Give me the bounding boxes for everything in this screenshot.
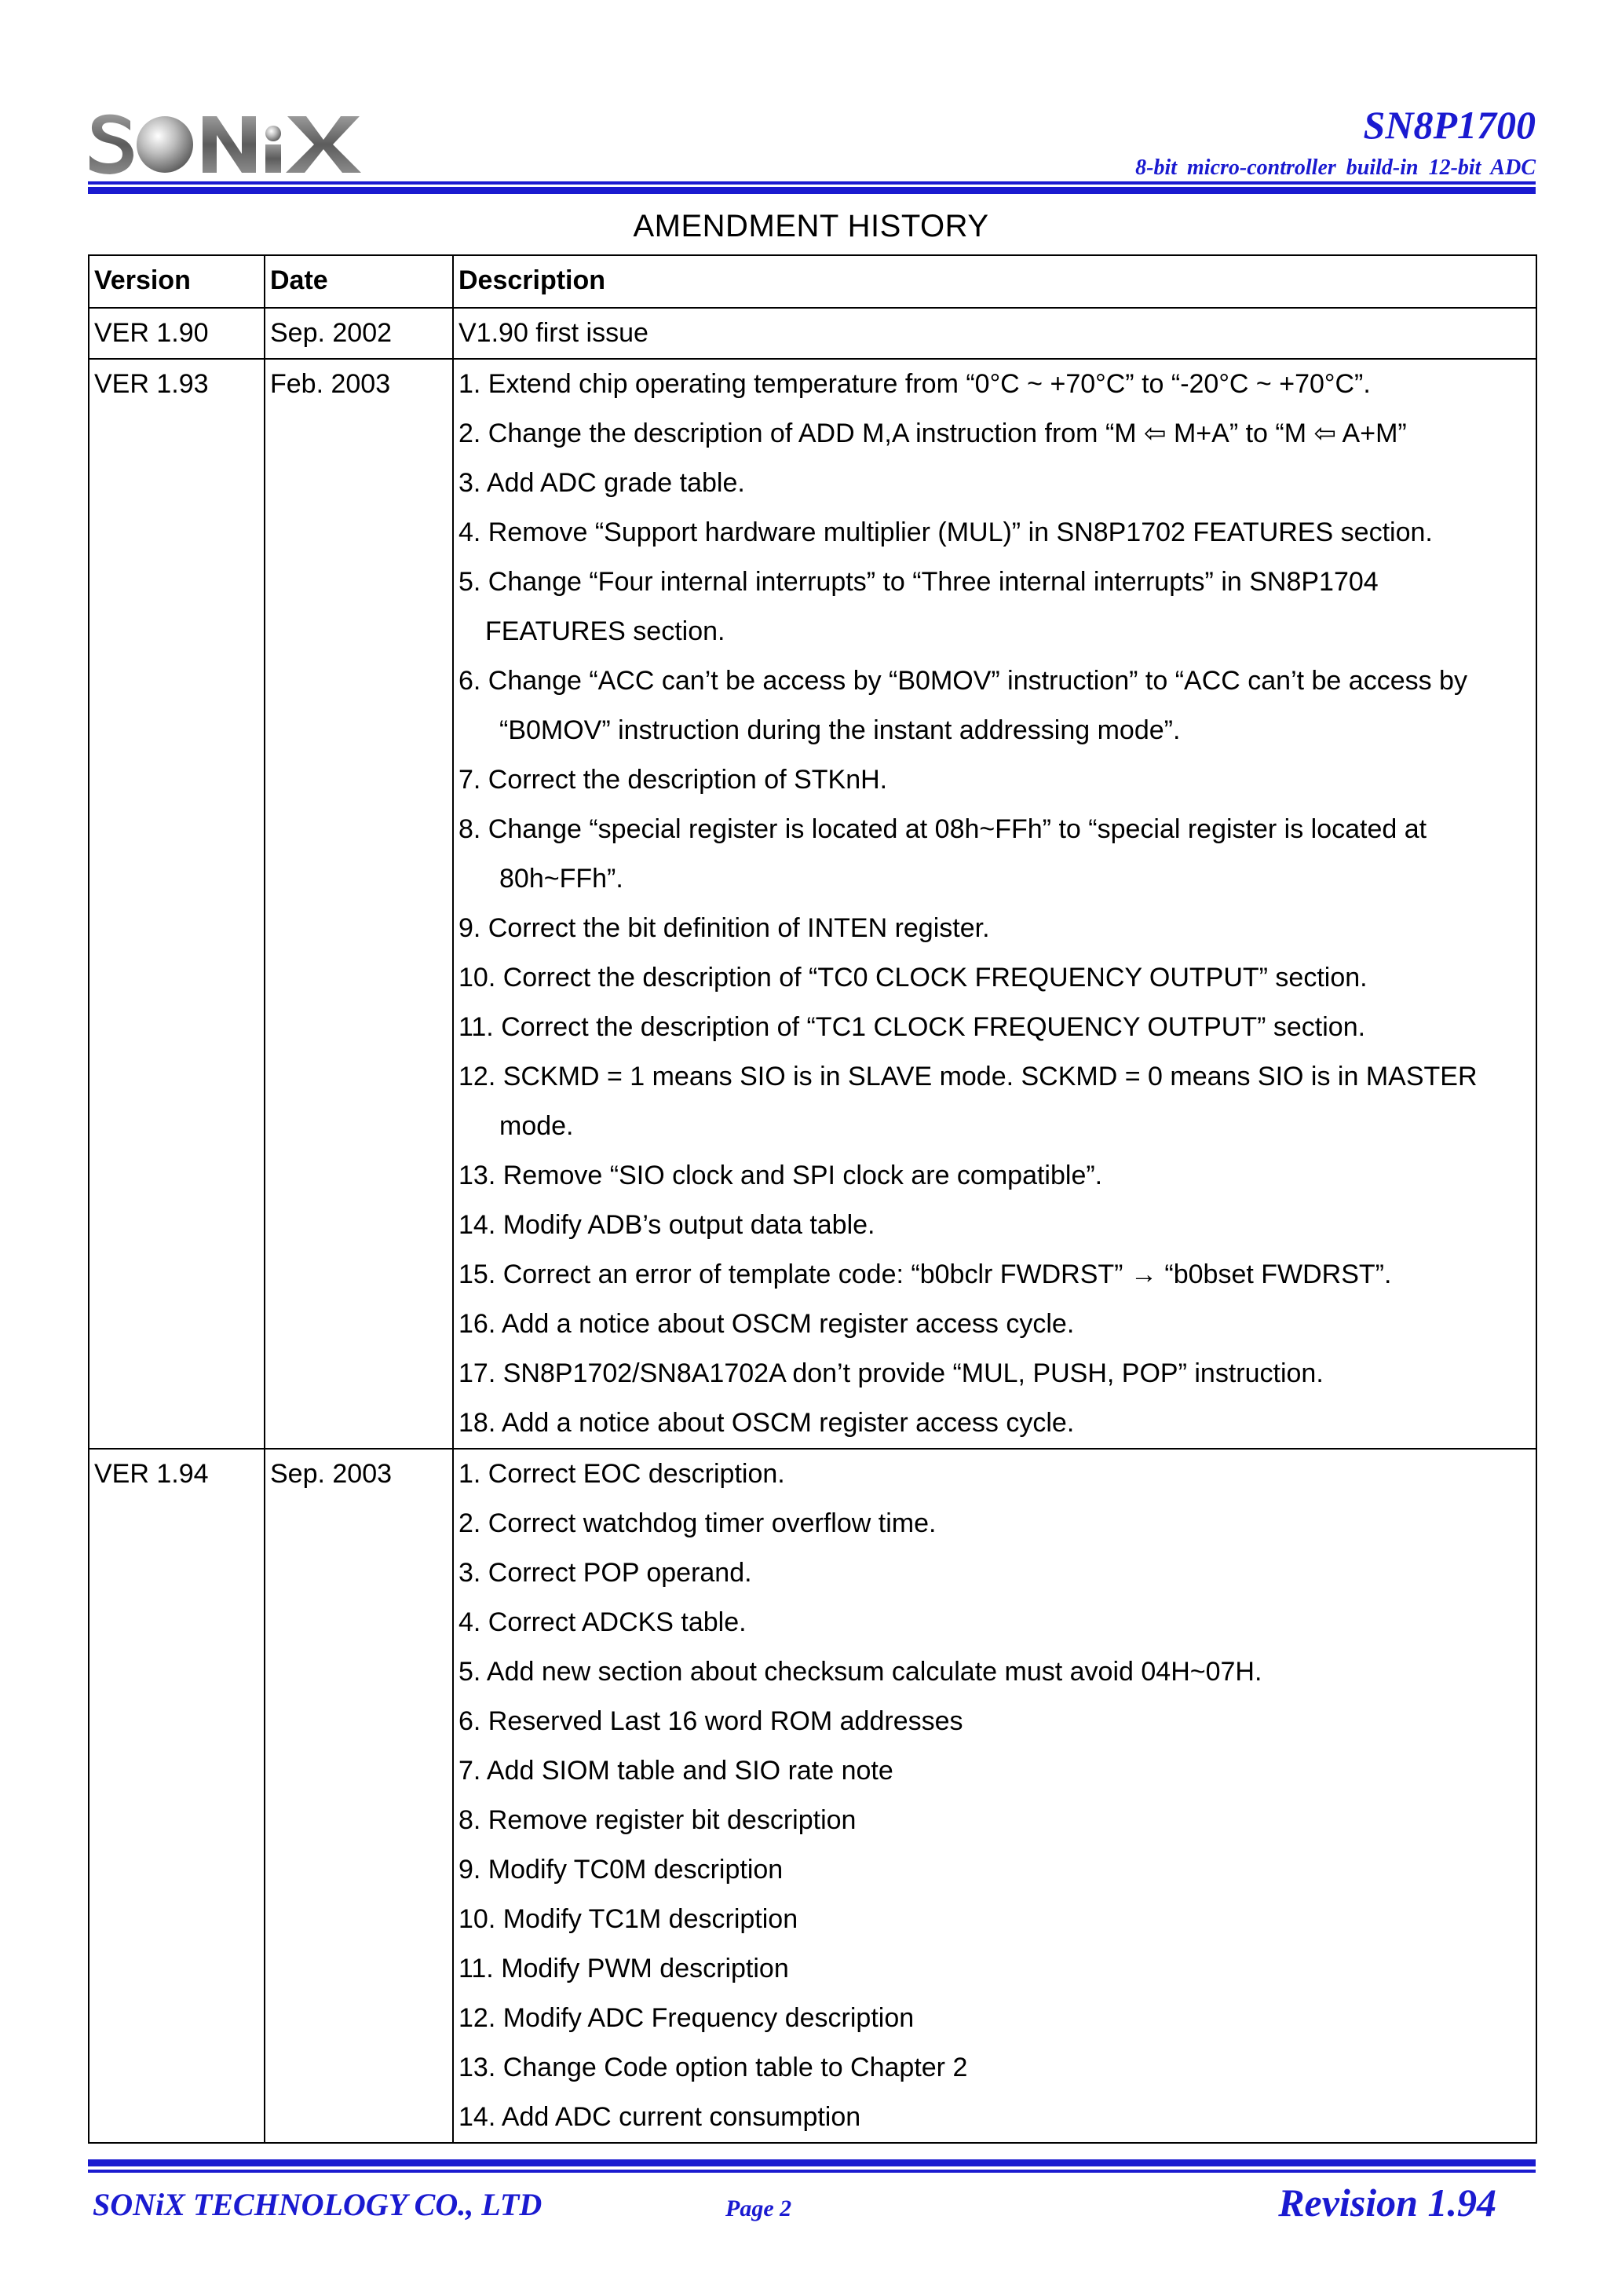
date-cell: Feb. 2003 [265, 359, 453, 1449]
description-text: 3. Add ADC grade table. [458, 468, 745, 498]
description-item [458, 805, 1536, 904]
description-text: 12. SCKMD = 1 means SIO is in SLAVE mode. SCKMD = 0 means SIO is in MASTER [458, 1062, 1478, 1091]
description-item [458, 360, 1536, 409]
description-item [458, 508, 1536, 558]
description-item [458, 1944, 1536, 1994]
header-rule-thick [88, 187, 1536, 194]
description-item [458, 1647, 1536, 1697]
description-item [458, 1003, 1536, 1052]
description-cell [453, 359, 1536, 1449]
description-text: 5. Add new section about checksum calculate must avoid 04H~07H. [458, 1657, 1262, 1687]
description-item [458, 953, 1536, 1003]
description-item [458, 1994, 1536, 2043]
table-row [89, 359, 1536, 1449]
description-text: 9. Modify TC0M description [458, 1855, 784, 1885]
description-list [458, 309, 1536, 358]
description-text: 13. Change Code option table to Chapter 2 [458, 2053, 968, 2082]
footer-page-number: Page 2 [725, 2195, 792, 2221]
description-text: 8. Change “special register is located at 08h~FFh” to “special register is located at [458, 814, 1427, 844]
date-cell: Sep. 2003 [265, 1449, 453, 2143]
description-item [458, 558, 1536, 656]
description-text: 11. Correct the description of “TC1 CLOCK FREQUENCY OUTPUT” section. [458, 1012, 1366, 1042]
description-text: 1. Extend chip operating temperature from “0°C ~ +70°C” to “-20°C ~ +70°C”. [458, 369, 1371, 399]
description-item [458, 755, 1536, 805]
description-item [458, 2043, 1536, 2093]
header-rule-thin [88, 181, 1536, 185]
column-header-date: Date [265, 255, 453, 308]
description-item [458, 1300, 1536, 1349]
description-text: 2. Change the description of ADD M,A instruction from “M ⇦ M+A” to “M ⇦ A+M” [458, 419, 1407, 448]
description-item [458, 1398, 1536, 1448]
description-text: 4. Correct ADCKS table. [458, 1607, 747, 1637]
sonix-logo [88, 110, 371, 176]
description-text: 2. Correct watchdog timer overflow time. [458, 1508, 937, 1538]
description-item [458, 1450, 1536, 1499]
description-item [458, 1697, 1536, 1746]
description-text: 6. Reserved Last 16 word ROM addresses [458, 1706, 963, 1736]
description-text: 4. Remove “Support hardware multiplier (MUL)” in SN8P1702 FEATURES section. [458, 517, 1433, 547]
description-list [458, 360, 1536, 1448]
amendment-history-table [88, 254, 1537, 2144]
description-item [458, 1895, 1536, 1944]
table-row [89, 1449, 1536, 2143]
description-continuation: “B0MOV” instruction during the instant addressing mode”. [499, 715, 1181, 745]
description-text: 17. SN8P1702/SN8A1702A don’t provide “MUL, PUSH, POP” instruction. [458, 1358, 1324, 1388]
description-item [458, 656, 1536, 755]
description-continuation: 80h~FFh”. [499, 864, 623, 894]
description-item [458, 904, 1536, 953]
description-item [458, 2093, 1536, 2142]
description-text: 15. Correct an error of template code: “b0bclr FWDRST” → “b0bset FWDRST”. [458, 1260, 1392, 1289]
description-item [458, 409, 1536, 459]
description-item [458, 1548, 1536, 1598]
description-item [458, 1349, 1536, 1398]
description-text: 8. Remove register bit description [458, 1805, 857, 1835]
description-text: 5. Change “Four internal interrupts” to “Three internal interrupts” in SN8P1704 [458, 567, 1379, 597]
version-cell: VER 1.93 [89, 359, 265, 1449]
description-text: 16. Add a notice about OSCM register access cycle. [458, 1309, 1075, 1339]
description-text: 18. Add a notice about OSCM register access cycle. [458, 1408, 1075, 1438]
description-continuation: mode. [499, 1111, 574, 1141]
description-text: V1.90 first issue [458, 318, 648, 348]
column-header-description: Description [453, 255, 1536, 308]
description-text: 7. Add SIOM table and SIO rate note [458, 1756, 893, 1786]
description-text: 10. Correct the description of “TC0 CLOCK FREQUENCY OUTPUT” section. [458, 963, 1368, 993]
description-item [458, 1499, 1536, 1548]
description-item [458, 1746, 1536, 1796]
description-text: 12. Modify ADC Frequency description [458, 2003, 915, 2033]
description-text: 1. Correct EOC description. [458, 1459, 785, 1489]
description-item [458, 1201, 1536, 1250]
page-title: AMENDMENT HISTORY [633, 209, 989, 243]
description-item [458, 1598, 1536, 1647]
footer-rule-thin [88, 2170, 1536, 2173]
part-number: SN8P1700 [1363, 103, 1536, 147]
description-cell [453, 1449, 1536, 2143]
description-text: 3. Correct POP operand. [458, 1558, 752, 1588]
description-text: 11. Modify PWM description [458, 1954, 789, 1983]
date-cell: Sep. 2002 [265, 308, 453, 359]
header-subtitle: 8-bit micro-controller build-in 12-bit ADC [1135, 155, 1536, 180]
footer-revision: Revision 1.94 [1278, 2181, 1496, 2225]
description-text: 7. Correct the description of STKnH. [458, 765, 888, 795]
description-text: 13. Remove “SIO clock and SPI clock are compatible”. [458, 1161, 1103, 1190]
table-row [89, 308, 1536, 359]
version-cell: VER 1.94 [89, 1449, 265, 2143]
description-list [458, 1450, 1536, 2142]
description-continuation: FEATURES section. [485, 616, 725, 646]
version-cell: VER 1.90 [89, 308, 265, 359]
column-header-version: Version [89, 255, 265, 308]
table-header-row [89, 255, 1536, 308]
description-item [458, 309, 1536, 358]
description-item [458, 1151, 1536, 1201]
description-item [458, 1250, 1536, 1300]
description-item [458, 1796, 1536, 1845]
description-text: 10. Modify TC1M description [458, 1904, 798, 1934]
footer-company: SONiX TECHNOLOGY CO., LTD [93, 2187, 542, 2222]
description-item [458, 1052, 1536, 1151]
description-cell [453, 308, 1536, 359]
description-text: 9. Correct the bit definition of INTEN register. [458, 913, 990, 943]
description-text: 14. Add ADC current consumption [458, 2102, 861, 2132]
footer-rule-thick [88, 2159, 1536, 2166]
description-item [458, 459, 1536, 508]
description-item [458, 1845, 1536, 1895]
description-text: 6. Change “ACC can’t be access by “B0MOV” instruction” to “ACC can’t be access by [458, 666, 1467, 696]
description-text: 14. Modify ADB’s output data table. [458, 1210, 875, 1240]
